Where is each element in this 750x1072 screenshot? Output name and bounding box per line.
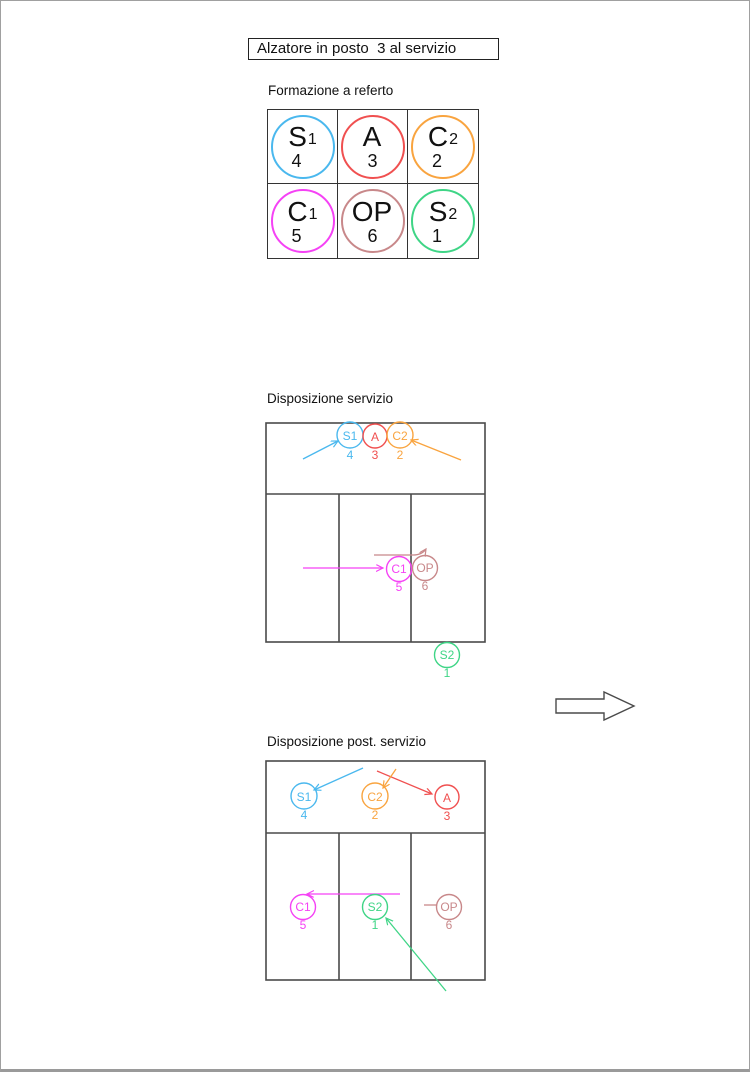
player-circle-s1 — [271, 115, 335, 179]
court-position: 1 — [431, 225, 442, 246]
player-zone-number: 3 — [371, 448, 379, 462]
player-zone-number: 6 — [445, 918, 453, 932]
player-zone-number: 1 — [443, 666, 451, 680]
player-token-label: A — [370, 430, 380, 444]
player-zone-number: 6 — [421, 579, 429, 593]
movement-arrow-s1 — [314, 768, 363, 790]
formation-cell-a — [338, 110, 408, 184]
player-subscript: 2 — [448, 205, 458, 223]
court-position: 5 — [291, 225, 302, 246]
page-title: Alzatore in posto 3 al servizio — [248, 38, 499, 60]
player-token-label: S2 — [439, 648, 455, 662]
player-zone-number: 2 — [371, 808, 379, 822]
court-position: 6 — [367, 225, 378, 246]
formation-cell-c1 — [268, 184, 338, 258]
player-zone-number: 3 — [443, 809, 451, 823]
player-circle-c2 — [411, 115, 475, 179]
player-token-label: C2 — [392, 429, 408, 443]
player-letter: C — [287, 195, 308, 227]
player-circle-op — [341, 189, 405, 253]
court-position: 4 — [291, 151, 302, 171]
movement-arrow-s1 — [303, 441, 338, 459]
player-circle-s2 — [411, 189, 475, 253]
player-circle-c1 — [271, 189, 335, 253]
formation-cell-s1 — [268, 110, 338, 184]
formation-cell-c2 — [408, 110, 478, 184]
movement-arrow-a — [377, 771, 432, 794]
player-token-label: C2 — [367, 790, 383, 804]
player-token-label: C1 — [391, 562, 407, 576]
player-token-label: OP — [440, 900, 458, 914]
right-arrow-shape — [556, 692, 634, 720]
player-zone-number: 4 — [346, 448, 354, 462]
formation-table — [267, 109, 479, 259]
player-circle-a — [341, 115, 405, 179]
court-position: 2 — [431, 151, 442, 171]
player-letter: S — [288, 121, 307, 152]
movement-arrow-c2 — [411, 440, 461, 460]
serve-diagram-heading: Disposizione servizio — [267, 391, 394, 406]
player-zone-number: 5 — [299, 918, 307, 932]
formation-cell-s2 — [408, 184, 478, 258]
player-subscript: 2 — [449, 131, 459, 148]
formation-heading: Formazione a referto — [268, 83, 394, 98]
player-subscript: 1 — [307, 131, 317, 148]
formation-cell-op — [338, 184, 408, 258]
serve-court-diagram — [265, 421, 497, 687]
player-letter: A — [362, 121, 382, 152]
next-rotation-arrow — [549, 687, 644, 727]
movement-arrow-op — [374, 549, 426, 555]
player-zone-number: 1 — [371, 918, 379, 932]
player-zone-number: 5 — [395, 580, 403, 594]
player-token-label: OP — [416, 561, 434, 575]
player-letter: C — [427, 121, 449, 152]
player-token-label: A — [442, 791, 452, 805]
player-letter: OP — [351, 195, 393, 227]
player-token-label: S1 — [296, 790, 312, 804]
player-letter: S — [428, 195, 448, 227]
post-serve-court-diagram — [265, 759, 497, 1007]
player-token-label: S2 — [367, 900, 383, 914]
player-zone-number: 4 — [300, 808, 308, 822]
post-serve-diagram-heading: Disposizione post. servizio — [267, 734, 427, 749]
player-token-label: C1 — [295, 900, 311, 914]
player-subscript: 1 — [308, 205, 318, 223]
player-zone-number: 2 — [396, 448, 404, 462]
court-position: 3 — [367, 151, 378, 171]
player-token-label: S1 — [342, 429, 358, 443]
